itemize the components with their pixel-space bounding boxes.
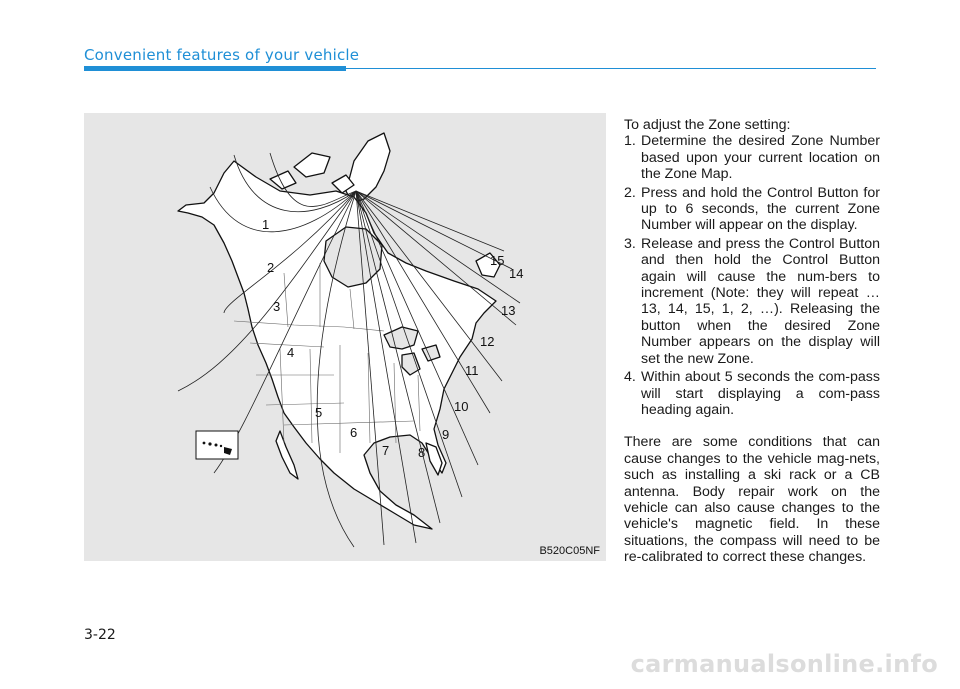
note-paragraph: There are some conditions that can cause changes to the vehicle mag-nets, such as installing a ski rack or a CB antenna. Body repair work on the vehicle can also cause changes to the vehicle's magnetic field. In these situations, the compass will need to be re-calibrated to correct these changes. xyxy=(624,434,880,566)
step-number: 3. xyxy=(624,235,636,252)
zone-label: 9 xyxy=(442,427,450,442)
zone-label: 4 xyxy=(287,345,295,360)
baja-shape xyxy=(276,431,298,479)
step-text: Within about 5 seconds the com-pass will start displaying a com-pass heading again. xyxy=(641,369,880,418)
step-text: Press and hold the Control Button for up to 6 seconds, the current Zone Number will appear on the display. xyxy=(641,184,880,234)
step-item xyxy=(624,369,880,418)
zone-map-illustration xyxy=(84,113,606,561)
section-header: Convenient features of your vehicle xyxy=(84,46,360,64)
zone-map-figure xyxy=(84,113,606,561)
zone-label: 6 xyxy=(350,425,358,440)
zone-label: 12 xyxy=(480,334,495,349)
step-item xyxy=(624,185,880,234)
header-rule xyxy=(346,68,876,69)
figure-code: B520C05NF xyxy=(539,545,600,557)
watermark: carmanualsonline.info xyxy=(630,650,938,678)
instructions-column xyxy=(624,117,880,566)
step-text: Release and press the Control Button and then hold the Control Button again will cause the num-bers to increment (Note: they will repeat …13, 14, 15, 1, 2, …). Releasing the button when the desired Zone Number appears on the display will set the new Zone. xyxy=(641,235,880,367)
zone-label: 15 xyxy=(490,253,505,268)
header-accent-bar xyxy=(84,66,346,71)
step-number: 2. xyxy=(624,184,636,201)
hawaii-inset xyxy=(196,431,238,459)
arctic-island-shape xyxy=(270,171,296,189)
arctic-island-shape xyxy=(294,153,330,177)
zone-label: 2 xyxy=(267,260,275,275)
page-number: 3-22 xyxy=(84,627,116,643)
zone-label: 14 xyxy=(509,266,524,281)
step-text: Determine the desired Zone Number based upon your current location on the Zone Map. xyxy=(641,133,880,183)
zone-label: 5 xyxy=(315,405,323,420)
north-america-shape xyxy=(178,161,496,529)
step-item xyxy=(624,133,880,182)
zone-label: 3 xyxy=(273,299,281,314)
intro-text: To adjust the Zone setting: xyxy=(624,117,791,133)
step-item xyxy=(624,236,880,367)
zone-label: 11 xyxy=(465,363,479,378)
step-number: 4. xyxy=(624,369,636,386)
steps-list xyxy=(624,133,880,418)
zone-label: 7 xyxy=(382,443,390,458)
zone-label: 1 xyxy=(262,217,270,232)
step-number: 1. xyxy=(624,133,636,150)
zone-label: 13 xyxy=(501,303,516,318)
zone-label: 10 xyxy=(454,399,469,414)
zone-label: 8 xyxy=(418,445,426,460)
